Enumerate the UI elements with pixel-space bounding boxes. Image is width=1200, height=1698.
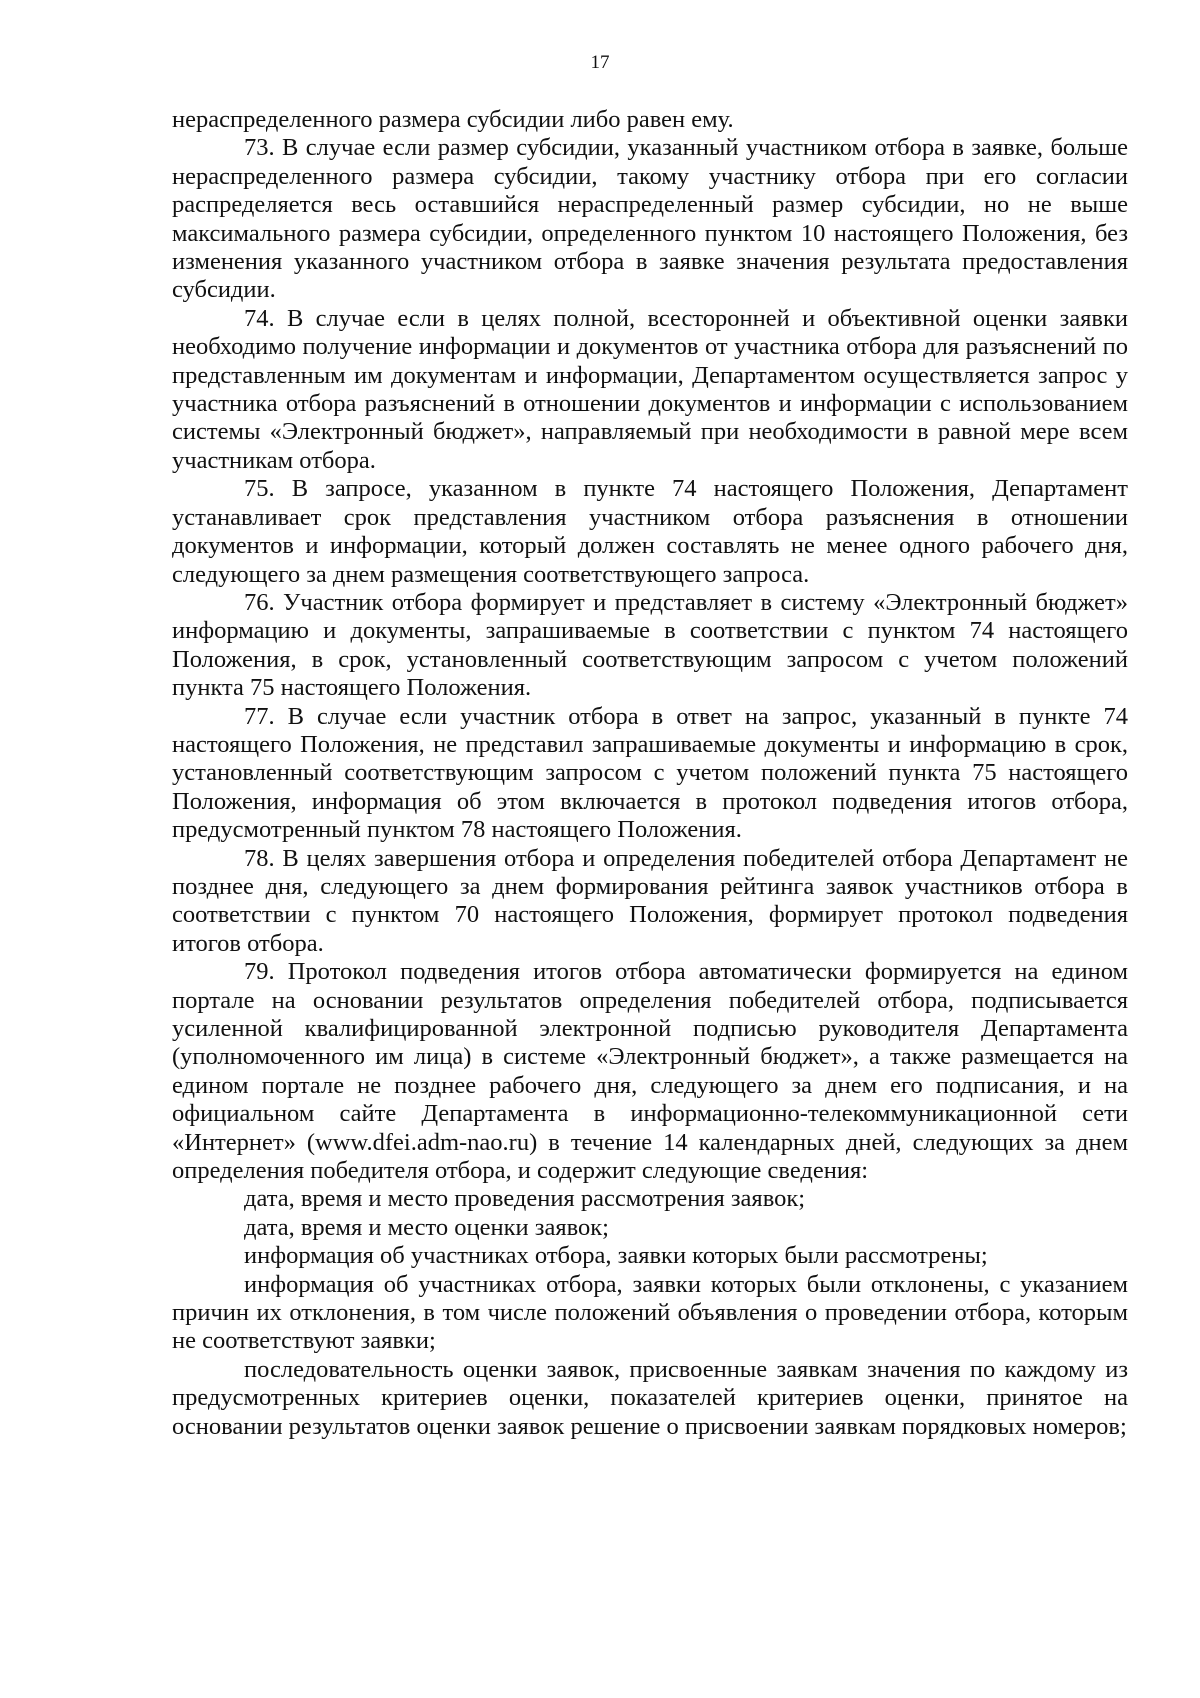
paragraph-73: 73. В случае если размер субсидии, указанный участником отбора в заявке, больше нераспределенного размера субсидии, такому участнику отбора при его согласии распределяется весь оставшийся нераспределенный размер субсидии, но не выше максимального размера субсидии, определенного пунктом 10 настоящего Положения, без изменения указанного участником отбора в заявке значения результата предоставления субсидии. (172, 134, 1128, 304)
list-item-rejected-participants: информация об участниках отбора, заявки которых были отклонены, с указанием причин их отклонения, в том числе положений объявления о проведении отбора, которым не соответствуют заявки; (172, 1270, 1128, 1355)
list-item-evaluation-sequence: последовательность оценки заявок, присвоенные заявкам значения по каждому из предусмотренных критериев оценки, показателей критериев оценки, принятое на основании результатов оценки заявок решение о присвоении заявкам порядковых номеров; (172, 1355, 1128, 1440)
paragraph-76: 76. Участник отбора формирует и представляет в систему «Электронный бюджет» информацию и документы, запрашиваемые в соответствии с пунктом 74 настоящего Положения, в срок, установленный соответствующим запросом с учетом положений пункта 75 настоящего Положения. (172, 588, 1128, 702)
page-number: 17 (590, 52, 610, 73)
paragraph-continuation: нераспределенного размера субсидии либо равен ему. (172, 106, 734, 133)
paragraph-79: 79. Протокол подведения итогов отбора автоматически формируется на едином портале на основании результатов определения победителей отбора, подписывается усиленной квалифицированной электронной подписью руководителя Департамента (уполномоченного им лица) в системе «Электронный бюджет», а также размещается на едином портале не позднее рабочего дня, следующего за днем его подписания, и на официальном сайте Департамента в информационно-телекоммуникационной сети «Интернет» (www.dfei.adm-nao.ru) в течение 14 календарных дней, следующих за днем определения победителя отбора, и содержит следующие сведения: (172, 958, 1128, 1185)
paragraph-78: 78. В целях завершения отбора и определения победителей отбора Департамент не позднее дня, следующего за днем формирования рейтинга заявок участников отбора в соответствии с пунктом 70 настоящего Положения, формирует протокол подведения итогов отбора. (172, 844, 1128, 957)
list-item-evaluation-date: дата, время и место оценки заявок; (244, 1213, 609, 1241)
paragraph-75: 75. В запросе, указанном в пункте 74 настоящего Положения, Департамент устанавливает срок представления участником отбора разъяснения в отношении документов и информации, который должен составлять не менее одного рабочего дня, следующего за днем размещения соответствующего запроса. (172, 475, 1128, 588)
list-item-review-date: дата, время и место проведения рассмотрения заявок; (244, 1185, 806, 1213)
paragraph-77: 77. В случае если участник отбора в ответ на запрос, указанный в пункте 74 настоящего Положения, не представил запрашиваемые документы и информацию в срок, установленный соответствующим запросом с учетом положений пункта 75 настоящего Положения, информация об этом включается в протокол подведения итогов отбора, предусмотренный пунктом 78 настоящего Положения. (172, 702, 1128, 844)
list-item-reviewed-participants: информация об участниках отбора, заявки которых были рассмотрены; (244, 1242, 988, 1270)
paragraph-74: 74. В случае если в целях полной, всесторонней и объективной оценки заявки необходимо получение информации и документов от участника отбора для разъяснений по представленным им документам и информации, Департаментом осуществляется запрос у участника отбора разъяснений в отношении документов и информации с использованием системы «Электронный бюджет», направляемый при необходимости в равной мере всем участникам отбора. (172, 304, 1128, 474)
document-body (172, 106, 1128, 1441)
